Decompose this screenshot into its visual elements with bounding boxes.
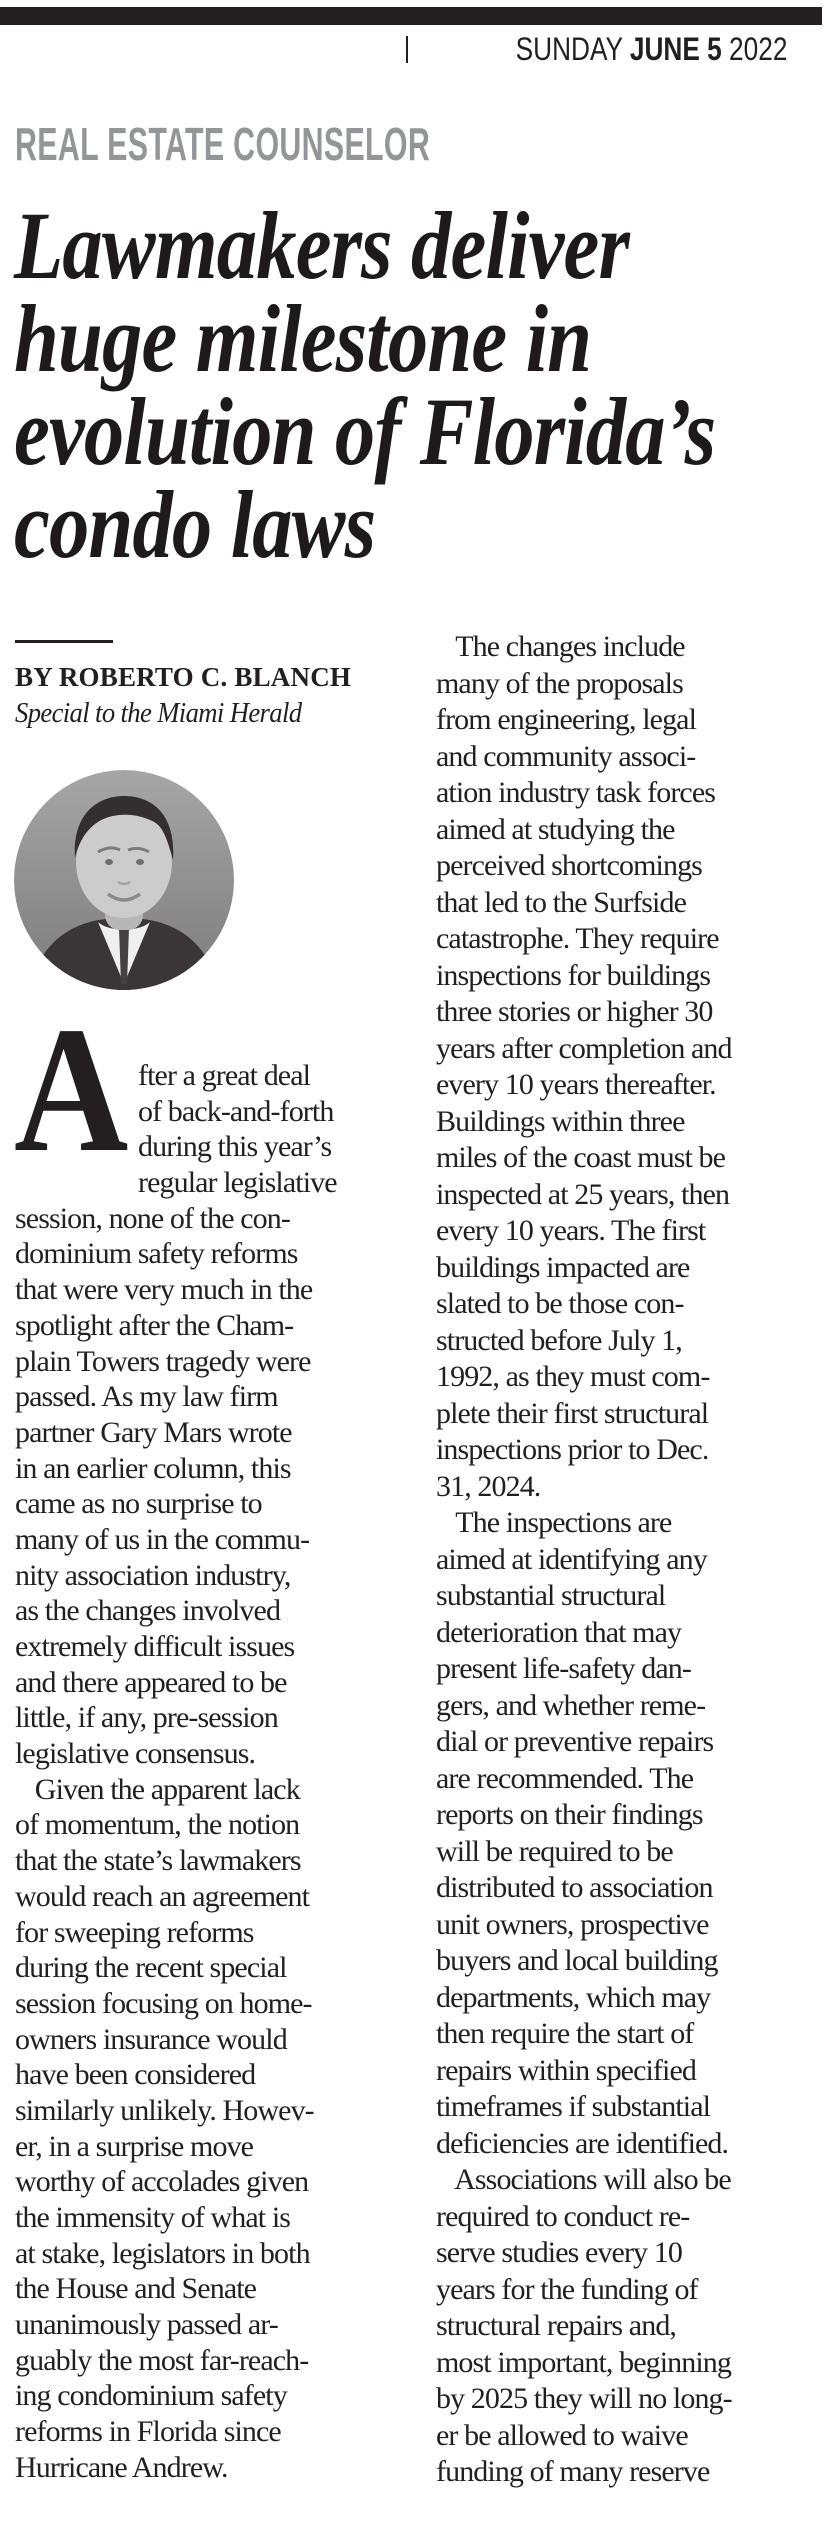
author-photo <box>14 770 234 990</box>
right-eye <box>136 859 144 865</box>
text-line: by 2025 they will no long- <box>436 2382 732 2415</box>
text-line: would reach an agreement <box>15 1879 310 1913</box>
text-line: miles of the coast must be <box>436 1141 726 1174</box>
text-line: ation industry task forces <box>436 776 716 809</box>
text-line: aimed at studying the <box>436 812 675 846</box>
text-line: nity association industry, <box>15 1558 291 1592</box>
text-line: distributed to association <box>436 1871 713 1904</box>
text-line: every 10 years. The first <box>436 1214 706 1247</box>
text-line: at stake, legislators in both <box>15 2236 310 2270</box>
text-line: and community associ- <box>436 739 696 773</box>
text-line: legislative consensus. <box>15 1737 256 1771</box>
text-line: little, if any, pre-session <box>15 1701 278 1735</box>
text-line: inspections prior to Dec. <box>436 1433 709 1466</box>
text-line: slated to be those con- <box>436 1287 684 1320</box>
text-line: Buildings within three <box>436 1104 685 1138</box>
portrait-illustration <box>14 770 234 990</box>
top-rule-bar <box>0 7 822 25</box>
text-line: reforms in Florida since <box>15 2415 281 2449</box>
text-line: session, none of the con- <box>15 1201 290 1235</box>
text-line: most important, beginning <box>436 2345 731 2379</box>
text-line: deterioration that may <box>436 1615 682 1649</box>
edition-year: 2022 <box>721 31 787 67</box>
text-line: owners insurance would <box>15 2022 287 2056</box>
text-line: many of us in the commu- <box>15 1522 310 1556</box>
text-line: er, in a surprise move <box>15 2129 254 2163</box>
text-line: in an earlier column, this <box>15 1451 291 1485</box>
text-line: present life-safety dan- <box>436 1652 691 1685</box>
byline-rule <box>15 640 113 643</box>
text-line: session focusing on home- <box>15 1986 312 2020</box>
text-line: dial or preventive repairs <box>436 1725 714 1758</box>
text-line: gers, and whether reme- <box>436 1688 706 1722</box>
text-line: perceived shortcomings <box>436 849 702 882</box>
text-line: the immensity of what is <box>15 2201 291 2234</box>
text-line: every 10 years thereafter. <box>436 1068 716 1101</box>
article-column-right <box>436 629 826 2491</box>
text-line: during this year’s <box>138 1130 332 1164</box>
text-line: have been considered <box>15 2058 256 2092</box>
text-line: for sweeping reforms <box>15 1915 254 1949</box>
text-line: of momentum, the notion <box>15 1808 300 1842</box>
drop-cap: A <box>14 990 129 1189</box>
text-line: fter a great deal <box>138 1059 311 1092</box>
date-divider-tick <box>406 36 408 63</box>
left-eye <box>105 859 113 865</box>
text-line: buyers and local building <box>436 1944 718 1977</box>
text-line: funding of many reserve <box>436 2455 710 2488</box>
text-line: Given the apparent lack <box>15 1772 300 1806</box>
text-line: reports on their findings <box>436 1798 703 1831</box>
text-line: similarly unlikely. Howev- <box>15 2093 314 2127</box>
section-kicker: REAL ESTATE COUNSELOR <box>15 118 431 170</box>
text-line: years after completion and <box>436 1031 732 1065</box>
text-line: catastrophe. They require <box>436 922 719 955</box>
text-line: the House and Senate <box>15 2272 257 2306</box>
text-line: buildings impacted are <box>436 1250 690 1284</box>
text-line: dominium safety reforms <box>15 1237 298 1271</box>
headline <box>14 192 716 578</box>
edition-date-bold: JUNE 5 <box>629 31 722 67</box>
text-line: partner Gary Mars wrote <box>15 1415 292 1449</box>
text-line: that led to the Surfside <box>436 885 687 919</box>
headline-line: huge milestone in <box>14 285 592 392</box>
text-line: 1992, as they must com- <box>436 1360 710 1393</box>
text-line: The inspections are <box>436 1506 672 1539</box>
text-line: are recommended. The <box>436 1761 694 1795</box>
text-line: 31, 2024. <box>436 1469 541 1503</box>
text-line: that the state’s lawmakers <box>15 1844 301 1878</box>
text-line: structed before July 1, <box>436 1323 682 1357</box>
headline-line: evolution of Florida’s <box>14 378 716 485</box>
article-column-left <box>15 1058 405 2486</box>
text-line: unanimously passed ar- <box>15 2308 278 2342</box>
text-line: Associations will also be <box>436 2163 731 2196</box>
text-line: from engineering, legal <box>436 703 697 736</box>
byline-credit: Special to the Miami Herald <box>15 697 302 729</box>
text-line: er be allowed to waive <box>436 2418 688 2452</box>
text-line: substantial structural <box>436 1579 666 1612</box>
text-line: structural repairs and, <box>436 2309 677 2342</box>
edition-date <box>515 32 787 66</box>
text-line: as the changes involved <box>15 1594 281 1628</box>
text-line: will be required to be <box>436 1834 673 1868</box>
text-line: of back-and-forth <box>138 1094 334 1128</box>
headline-line: condo laws <box>14 471 376 578</box>
text-line: extremely difficult issues <box>15 1630 295 1663</box>
text-line: passed. As my law firm <box>15 1380 278 1414</box>
byline-author: BY ROBERTO C. BLANCH <box>15 662 352 692</box>
text-line: years for the funding of <box>436 2272 698 2306</box>
text-line: repairs within specified <box>436 2053 696 2087</box>
headline-line: Lawmakers deliver <box>14 192 630 299</box>
text-line: ing condominium safety <box>15 2379 287 2413</box>
text-line: required to conduct re- <box>436 2199 690 2233</box>
text-line: plete their first structural <box>436 1396 709 1430</box>
text-line: many of the proposals <box>436 666 683 700</box>
text-line: inspections for buildings <box>436 958 711 992</box>
text-line: three stories or higher 30 <box>436 995 713 1028</box>
text-line: guably the most far-reach- <box>15 2343 309 2377</box>
text-line: timeframes if substantial <box>436 2090 711 2123</box>
text-line: spotlight after the Cham- <box>15 1308 294 1342</box>
edition-day: SUNDAY <box>515 31 630 67</box>
text-line: inspected at 25 years, then <box>436 1177 730 1211</box>
text-line: worthy of accolades given <box>15 2165 309 2199</box>
text-line: regular legislative <box>138 1166 337 1200</box>
text-line: came as no surprise to <box>15 1487 262 1521</box>
text-line: aimed at identifying any <box>436 1542 707 1576</box>
text-line: The changes include <box>436 630 685 663</box>
text-line: unit owners, prospective <box>436 1907 709 1941</box>
text-line: deficiencies are identified. <box>436 2126 729 2160</box>
text-line: plain Towers tragedy were <box>15 1344 311 1378</box>
text-line: then require the start of <box>436 2017 694 2050</box>
text-line: Hurricane Andrew. <box>15 2450 228 2484</box>
text-line: and there appeared to be <box>15 1665 287 1699</box>
text-line: during the recent special <box>15 1951 287 1985</box>
text-line: serve studies every 10 <box>436 2236 682 2269</box>
text-line: departments, which may <box>436 1980 711 2014</box>
text-line: that were very much in the <box>15 1273 313 1307</box>
